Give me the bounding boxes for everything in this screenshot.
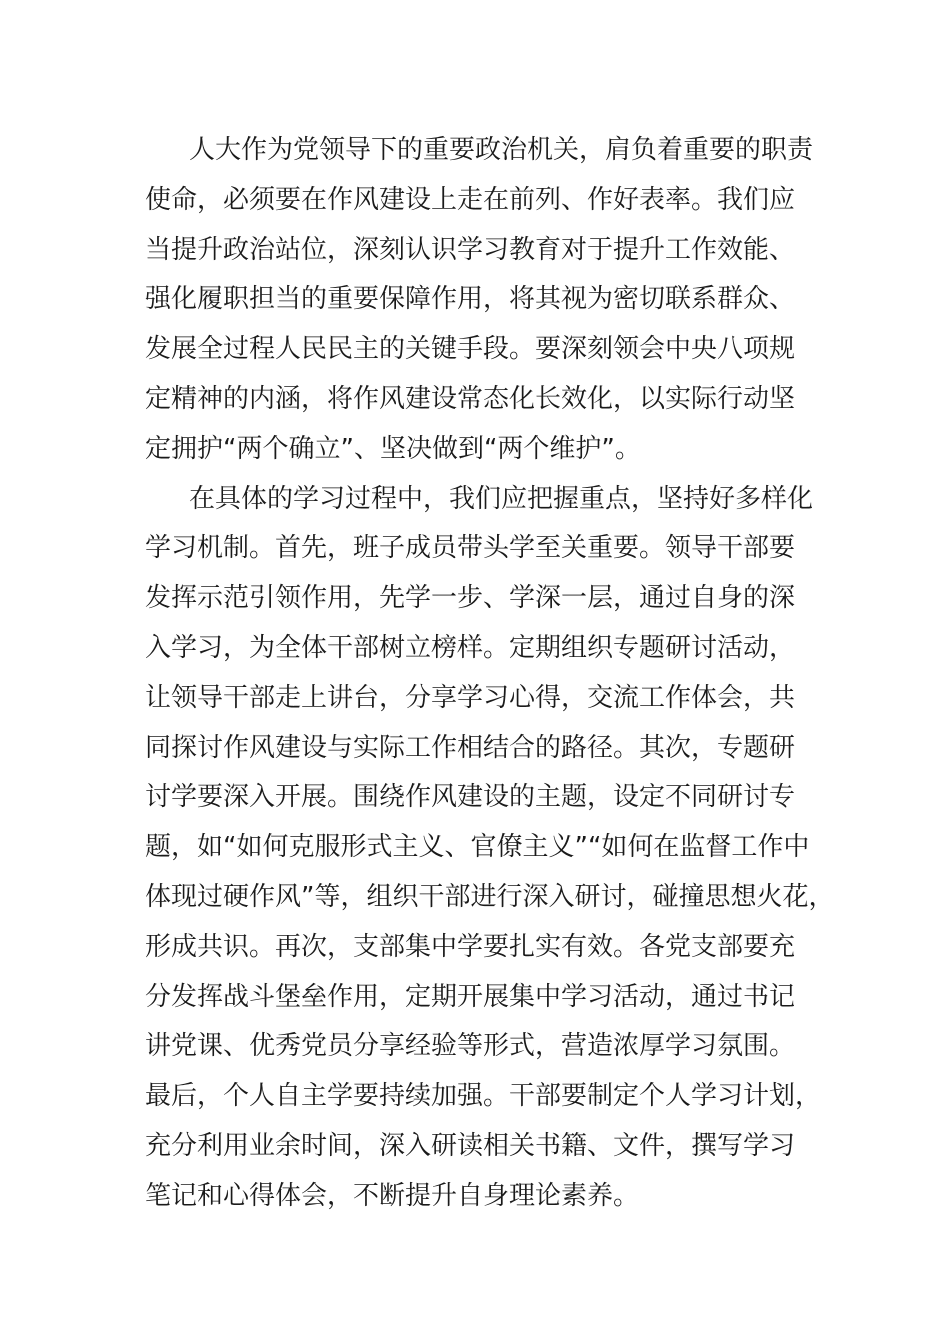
- text-line: 学习机制。首先，班子成员带头学至关重要。领导干部要: [145, 533, 796, 564]
- text-line: 当提升政治站位，深刻认识学习教育对于提升工作效能、: [145, 234, 796, 265]
- text-line: 题，如“如何克服形式主义、官僚主义”“如何在监督工作中: [145, 832, 810, 863]
- text-line: 讲党课、优秀党员分享经验等形式，营造浓厚学习氛围。: [145, 1031, 796, 1062]
- text-line: 让领导干部走上讲台，分享学习心得，交流工作体会，共: [145, 682, 796, 713]
- text-line: 入学习，为全体干部树立榜样。定期组织专题研讨活动，: [145, 632, 796, 663]
- text-line: 强化履职担当的重要保障作用，将其视为密切联系群众、: [145, 284, 796, 315]
- text-line: 发挥示范引领作用，先学一步、学深一层，通过自身的深: [145, 583, 796, 614]
- text-line: 体现过硬作风”等，组织干部进行深入研讨，碰撞思想火花，: [145, 881, 835, 912]
- paragraph-2: [145, 475, 835, 1222]
- text-line: 笔记和心得体会，不断提升自身理论素养。: [145, 1180, 640, 1211]
- text-line: 分发挥战斗堡垒作用，定期开展集中学习活动，通过书记: [145, 981, 796, 1012]
- text-line: 讨学要深入开展。围绕作风建设的主题，设定不同研讨专: [145, 782, 796, 813]
- body-text: [145, 126, 835, 1222]
- text-line: 形成共识。再次，支部集中学要扎实有效。各党支部要充: [145, 931, 796, 962]
- text-line: 使命，必须要在作风建设上走在前列、作好表率。我们应: [145, 184, 796, 215]
- paragraph-1: [145, 126, 825, 475]
- text-line: 发展全过程人民民主的关键手段。要深刻领会中央八项规: [145, 334, 796, 365]
- text-line: 定拥护“两个确立”、坚决做到“两个维护”。: [145, 433, 641, 464]
- text-line: 人大作为党领导下的重要政治机关，肩负着重要的职责: [189, 135, 814, 165]
- text-line: 定精神的内涵，将作风建设常态化长效化，以实际行动坚: [145, 383, 796, 414]
- text-line: 最后，个人自主学要持续加强。干部要制定个人学习计划，: [145, 1081, 822, 1112]
- text-line: 充分利用业余时间，深入研读相关书籍、文件，撰写学习: [145, 1130, 796, 1161]
- text-line: 同探讨作风建设与实际工作相结合的路径。其次，专题研: [145, 732, 796, 763]
- text-line: 在具体的学习过程中，我们应把握重点，坚持好多样化: [189, 483, 814, 514]
